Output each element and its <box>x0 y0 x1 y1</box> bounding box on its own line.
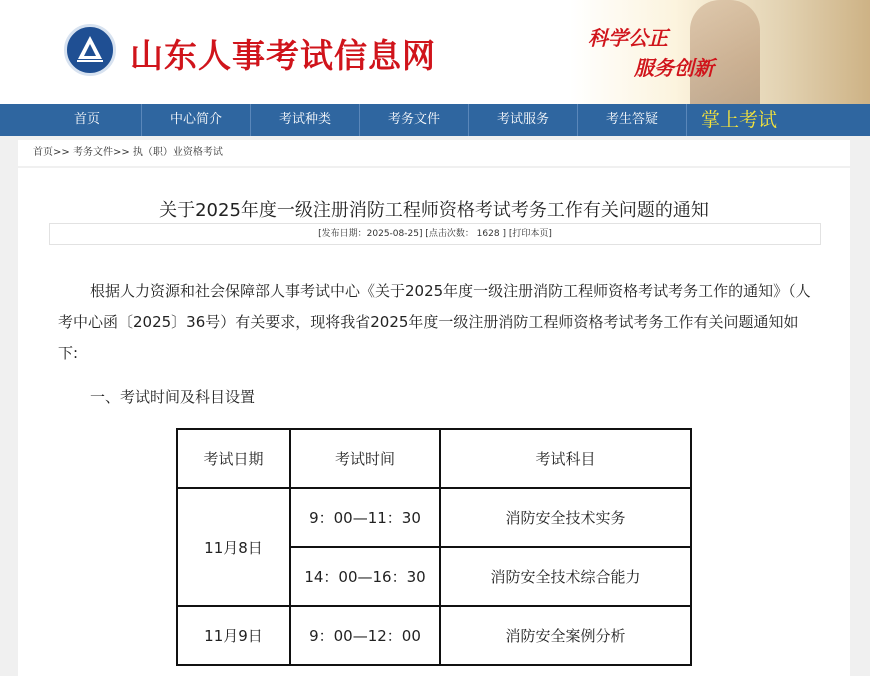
cell-subject: 消防安全技术实务 <box>440 488 691 547</box>
cell-date: 11月8日 <box>177 488 290 606</box>
article-content <box>18 168 850 676</box>
nav-item-home[interactable]: 首页 <box>0 104 142 136</box>
nav-item-faq[interactable]: 考生答疑 <box>578 104 687 136</box>
breadcrumb-exam-documents-link[interactable]: 考务文件 <box>72 147 113 158</box>
breadcrumb-category-link[interactable]: 执（职）业资格考试 <box>132 147 223 158</box>
header-time: 考试时间 <box>290 429 440 488</box>
article-meta: [发布日期：2025-08-25] [点击次数： 1628 ] [打印本页] <box>49 223 821 245</box>
nav-item-about[interactable]: 中心简介 <box>142 104 251 136</box>
cell-time: 14：00—16：30 <box>290 547 440 606</box>
cell-time: 9：00—12：00 <box>290 606 440 665</box>
header-date: 考试日期 <box>177 429 290 488</box>
nav-item-exam-documents[interactable]: 考务文件 <box>360 104 469 136</box>
article-intro: 根据人力资源和社会保障部人事考试中心《关于2025年度一级注册消防工程师资格考试考务工作的通知》（人考中心函〔2025〕36号）有关要求，现将我省2025年度一级注册消防工程师资格考试考务工作有关问题通知如下: <box>58 282 811 362</box>
table-row <box>177 488 691 547</box>
article-title: 关于2025年度一级注册消防工程师资格考试考务工作有关问题的通知 <box>159 200 709 221</box>
table-row <box>177 606 691 665</box>
breadcrumb <box>18 140 850 166</box>
exam-schedule-table <box>176 428 692 666</box>
cell-subject: 消防安全案例分析 <box>440 606 691 665</box>
nav-item-mobile-exam[interactable]: 掌上考试 <box>701 109 778 131</box>
cell-date: 11月9日 <box>177 606 290 665</box>
sdpta-logo-icon[interactable] <box>64 24 116 76</box>
site-header <box>0 0 870 104</box>
breadcrumb-separator: >> <box>112 147 130 158</box>
nav-item-exam-types[interactable]: 考试种类 <box>251 104 360 136</box>
slogan-line1: 科学公正 <box>588 26 668 50</box>
slogan-line2: 服务创新 <box>634 56 714 80</box>
cell-time: 9：00—11：30 <box>290 488 440 547</box>
cell-subject: 消防安全技术综合能力 <box>440 547 691 606</box>
table-header-row <box>177 429 691 488</box>
main-nav <box>0 104 870 136</box>
section-heading: 一、考试时间及科目设置 <box>90 388 256 406</box>
site-title[interactable]: 山东人事考试信息网 <box>130 36 436 75</box>
breadcrumb-home-link[interactable]: 首页 <box>33 147 53 158</box>
header-subject: 考试科目 <box>440 429 691 488</box>
nav-item-exam-services[interactable]: 考试服务 <box>469 104 578 136</box>
breadcrumb-separator: >> <box>53 147 70 158</box>
